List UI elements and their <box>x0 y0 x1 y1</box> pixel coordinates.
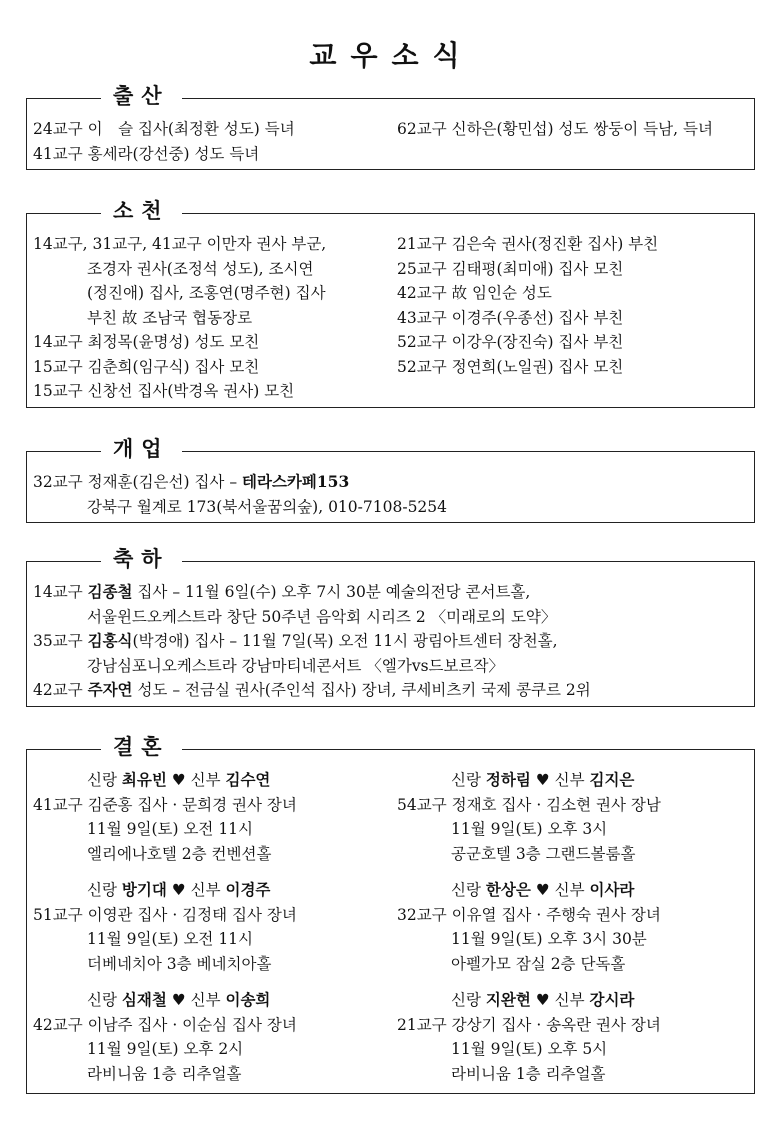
wedding-couple: 신랑 최유빈 ♥ 신부 김수연 <box>87 770 271 789</box>
wedding-couple: 신랑 정하림 ♥ 신부 김지은 <box>451 770 635 789</box>
heart-icon: ♥ <box>171 990 186 1009</box>
section-opening-title: 개업 <box>101 436 182 462</box>
section-opening <box>26 436 755 523</box>
list-item: 25교구 김태평(최미애) 집사 모친 <box>397 259 624 278</box>
bride-name: 김수연 <box>225 770 271 789</box>
heart-icon: ♥ <box>535 990 550 1009</box>
wedding-datetime: 11월 9일(토) 오전 11시 <box>87 820 254 838</box>
congrats-person-name: 주자연 <box>87 680 133 699</box>
wedding-couple: 신랑 방기대 ♥ 신부 이경주 <box>87 880 271 899</box>
congrats-person-name: 김홍식 <box>87 631 133 650</box>
list-item: 15교구 김춘희(임구식) 집사 모친 <box>33 357 260 376</box>
bride-name: 강시라 <box>589 990 635 1009</box>
congrats-detail: 강남심포니오케스트라 강남마티네콘서트 〈엘가vs드보르작〉 <box>87 656 504 675</box>
section-death-title: 소천 <box>101 198 182 224</box>
list-item: (정진애) 집사, 조홍연(명주현) 집사 <box>87 284 326 302</box>
wedding-venue: 더베네치아 3층 베네치아홀 <box>87 954 272 973</box>
congrats-detail: 서울윈드오케스트라 창단 50주년 음악회 시리즈 2 〈미래로의 도약〉 <box>87 607 557 626</box>
groom-name: 심재철 <box>121 990 167 1009</box>
heart-icon: ♥ <box>535 770 550 789</box>
list-item: 41교구 홍세라(강선중) 성도 득녀 <box>33 144 260 163</box>
congrats-person-name: 김종철 <box>87 582 133 601</box>
groom-name: 한상은 <box>485 880 531 899</box>
list-item: 35교구 김홍식(박경애) 집사 – 11월 7일(목) 오전 11시 광림아트센터 장천홀, <box>33 631 558 650</box>
wedding-parents: 51교구 이영관 집사 · 김정태 집사 장녀 <box>33 905 297 924</box>
section-wedding <box>26 734 755 1094</box>
wedding-venue: 공군호텔 3층 그랜드볼룸홀 <box>451 844 636 863</box>
list-item: 62교구 신하은(황민섭) 성도 쌍둥이 득남, 득녀 <box>397 120 713 138</box>
wedding-datetime: 11월 9일(토) 오후 3시 <box>451 820 608 838</box>
opening-owner: 32교구 정재훈(김은선) 집사 – <box>33 473 243 491</box>
list-item: 42교구 주자연 성도 – 전금실 권사(주인석 집사) 장녀, 쿠세비츠키 국제 콩쿠르 2위 <box>33 680 591 699</box>
list-item: 42교구 故 임인순 성도 <box>397 284 552 302</box>
section-birth <box>26 83 755 170</box>
list-item: 52교구 정연희(노일권) 집사 모친 <box>397 357 624 376</box>
bride-name: 이사라 <box>589 880 635 899</box>
wedding-datetime: 11월 9일(토) 오후 3시 30분 <box>451 930 647 948</box>
section-congrats <box>26 546 755 707</box>
wedding-datetime: 11월 9일(토) 오전 11시 <box>87 930 254 948</box>
wedding-left-column <box>33 768 297 1086</box>
wedding-couple: 신랑 심재철 ♥ 신부 이송희 <box>87 990 271 1009</box>
page-title: 교우소식 <box>309 39 474 72</box>
section-congrats-title: 축하 <box>101 546 182 572</box>
list-item: 24교구 이 슬 집사(최정환 성도) 득녀 <box>33 120 295 138</box>
list-item: 14교구 최정목(윤명성) 성도 모친 <box>33 333 260 351</box>
list-item: 14교구, 31교구, 41교구 이만자 권사 부군, <box>33 235 327 253</box>
groom-name: 정하림 <box>485 770 531 789</box>
wedding-parents: 42교구 이남주 집사 · 이순심 집사 장녀 <box>33 1015 297 1034</box>
opening-column <box>33 470 447 519</box>
death-left-column <box>33 232 326 404</box>
opening-address: 강북구 월계로 173(북서울꿈의숲), 010-7108-5254 <box>87 497 448 516</box>
section-death <box>26 198 755 408</box>
birth-right-column <box>397 117 713 142</box>
bride-name: 김지은 <box>589 770 635 789</box>
wedding-parents: 41교구 김준홍 집사 · 문희경 권사 장녀 <box>33 795 297 814</box>
heart-icon: ♥ <box>171 880 186 899</box>
section-birth-title: 출산 <box>101 83 182 109</box>
groom-name: 지완현 <box>485 990 531 1009</box>
section-wedding-title: 결혼 <box>101 734 182 760</box>
list-item: 14교구 김종철 집사 – 11월 6일(수) 오후 7시 30분 예술의전당 콘서트홀, <box>33 582 531 601</box>
groom-name: 방기대 <box>121 880 167 899</box>
list-item: 15교구 신창선 집사(박경옥 권사) 모친 <box>33 382 295 400</box>
wedding-venue: 라비니움 1층 리추얼홀 <box>87 1064 242 1083</box>
wedding-venue: 아펠가모 잠실 2층 단독홀 <box>451 954 626 973</box>
birth-left-column <box>33 117 295 166</box>
wedding-couple: 신랑 지완현 ♥ 신부 강시라 <box>451 990 635 1009</box>
death-right-column <box>397 232 658 379</box>
list-item: 43교구 이경주(우종선) 집사 부친 <box>397 308 624 327</box>
wedding-venue: 라비니움 1층 리추얼홀 <box>451 1064 606 1083</box>
wedding-datetime: 11월 9일(토) 오후 5시 <box>451 1040 608 1058</box>
list-item: 부친 故 조남국 협동장로 <box>87 308 253 327</box>
wedding-parents: 54교구 정재호 집사 · 김소현 권사 장남 <box>397 795 661 814</box>
bride-name: 이송희 <box>225 990 271 1009</box>
opening-business-name: 테라스카페153 <box>242 472 350 491</box>
wedding-parents: 21교구 강상기 집사 · 송옥란 권사 장녀 <box>397 1015 661 1034</box>
congrats-column <box>33 580 591 703</box>
wedding-venue: 엘리에나호텔 2층 컨벤션홀 <box>87 844 272 863</box>
list-item: 조경자 권사(조정석 성도), 조시연 <box>87 259 314 278</box>
wedding-couple: 신랑 한상은 ♥ 신부 이사라 <box>451 880 635 899</box>
wedding-right-column <box>397 768 661 1086</box>
bride-name: 이경주 <box>225 880 271 899</box>
wedding-datetime: 11월 9일(토) 오후 2시 <box>87 1040 244 1058</box>
list-item: 52교구 이강우(장진숙) 집사 부친 <box>397 333 624 351</box>
wedding-parents: 32교구 이유열 집사 · 주행숙 권사 장녀 <box>397 905 661 924</box>
heart-icon: ♥ <box>535 880 550 899</box>
heart-icon: ♥ <box>171 770 186 789</box>
list-item: 21교구 김은숙 권사(정진환 집사) 부친 <box>397 235 659 253</box>
groom-name: 최유빈 <box>121 770 167 789</box>
